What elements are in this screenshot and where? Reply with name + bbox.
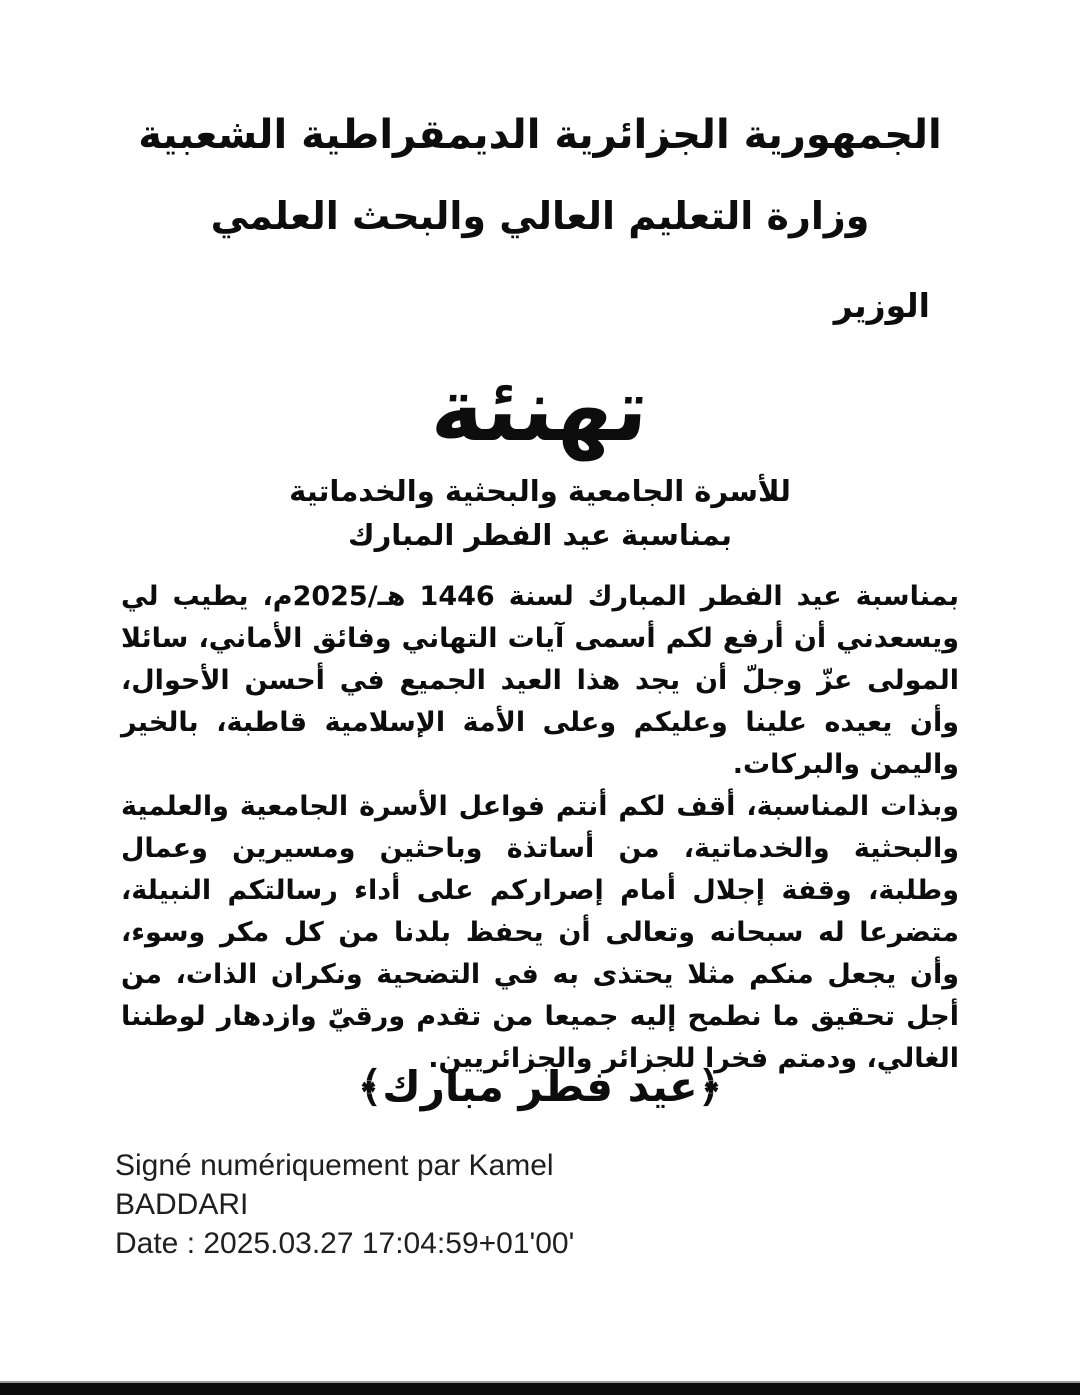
- bottom-edge-bar: [0, 1381, 1080, 1395]
- letter-paragraph-1: بمناسبة عيد الفطر المبارك لسنة 1446 هـ/2025م، يطيب لي ويسعدني أن أرفع لكم أسمى آيات التهاني وفائق الأماني، سائلا المولى عزّ وجلّ أن يجد هذا العيد الجميع في أحسن الأحوال، وأن يعيده علينا وعليكم وعلى الأمة الإسلامية قاطبة، بالخير واليمن والبركات.: [121, 581, 960, 780]
- signature-date-line: Date : 2025.03.27 17:04:59+01'00': [115, 1227, 575, 1260]
- congratulation-calligraphy: تهنئة: [428, 358, 652, 461]
- ministry-header: وزارة التعليم العالي والبحث العلمي: [210, 194, 870, 238]
- letter-body: [121, 576, 959, 1080]
- republic-header: الجمهورية الجزائرية الديمقراطية الشعبية: [138, 112, 942, 158]
- eid-greeting-closing: ﴿عيد فطر مبارك﴾: [357, 1062, 723, 1111]
- digital-signature-block: [115, 1146, 574, 1263]
- signature-signer-line: Signé numériquement par Kamel: [115, 1149, 554, 1182]
- letter-paragraph-2: وبذات المناسبة، أقف لكم أنتم فواعل الأسرة الجامعية والعلمية والبحثية والخدماتية، من أساتذة وباحثين ومسيرين وعمال وطلبة، وقفة إجلال أمام إصراركم على أداء رسالتكم النبيلة، متضرعا له سبحانه وتعالى أن يحفظ بلدنا من كل مكر وسوء، وأن يجعل منكم مثلا يحتذى به في التضحية ونكران الذات، من أجل تحقيق ما نطمح إليه جميعا من تقدم ورقيّ وازدهار لوطننا الغالي، ودمتم فخرا للجزائر والجزائريين.: [121, 791, 959, 1074]
- occasion-subtitle: بمناسبة عيد الفطر المبارك: [348, 518, 732, 552]
- signature-name-line: BADDARI: [115, 1188, 249, 1221]
- minister-title: الوزير: [833, 286, 930, 325]
- addressee-subtitle: للأسرة الجامعية والبحثية والخدماتية: [289, 474, 791, 508]
